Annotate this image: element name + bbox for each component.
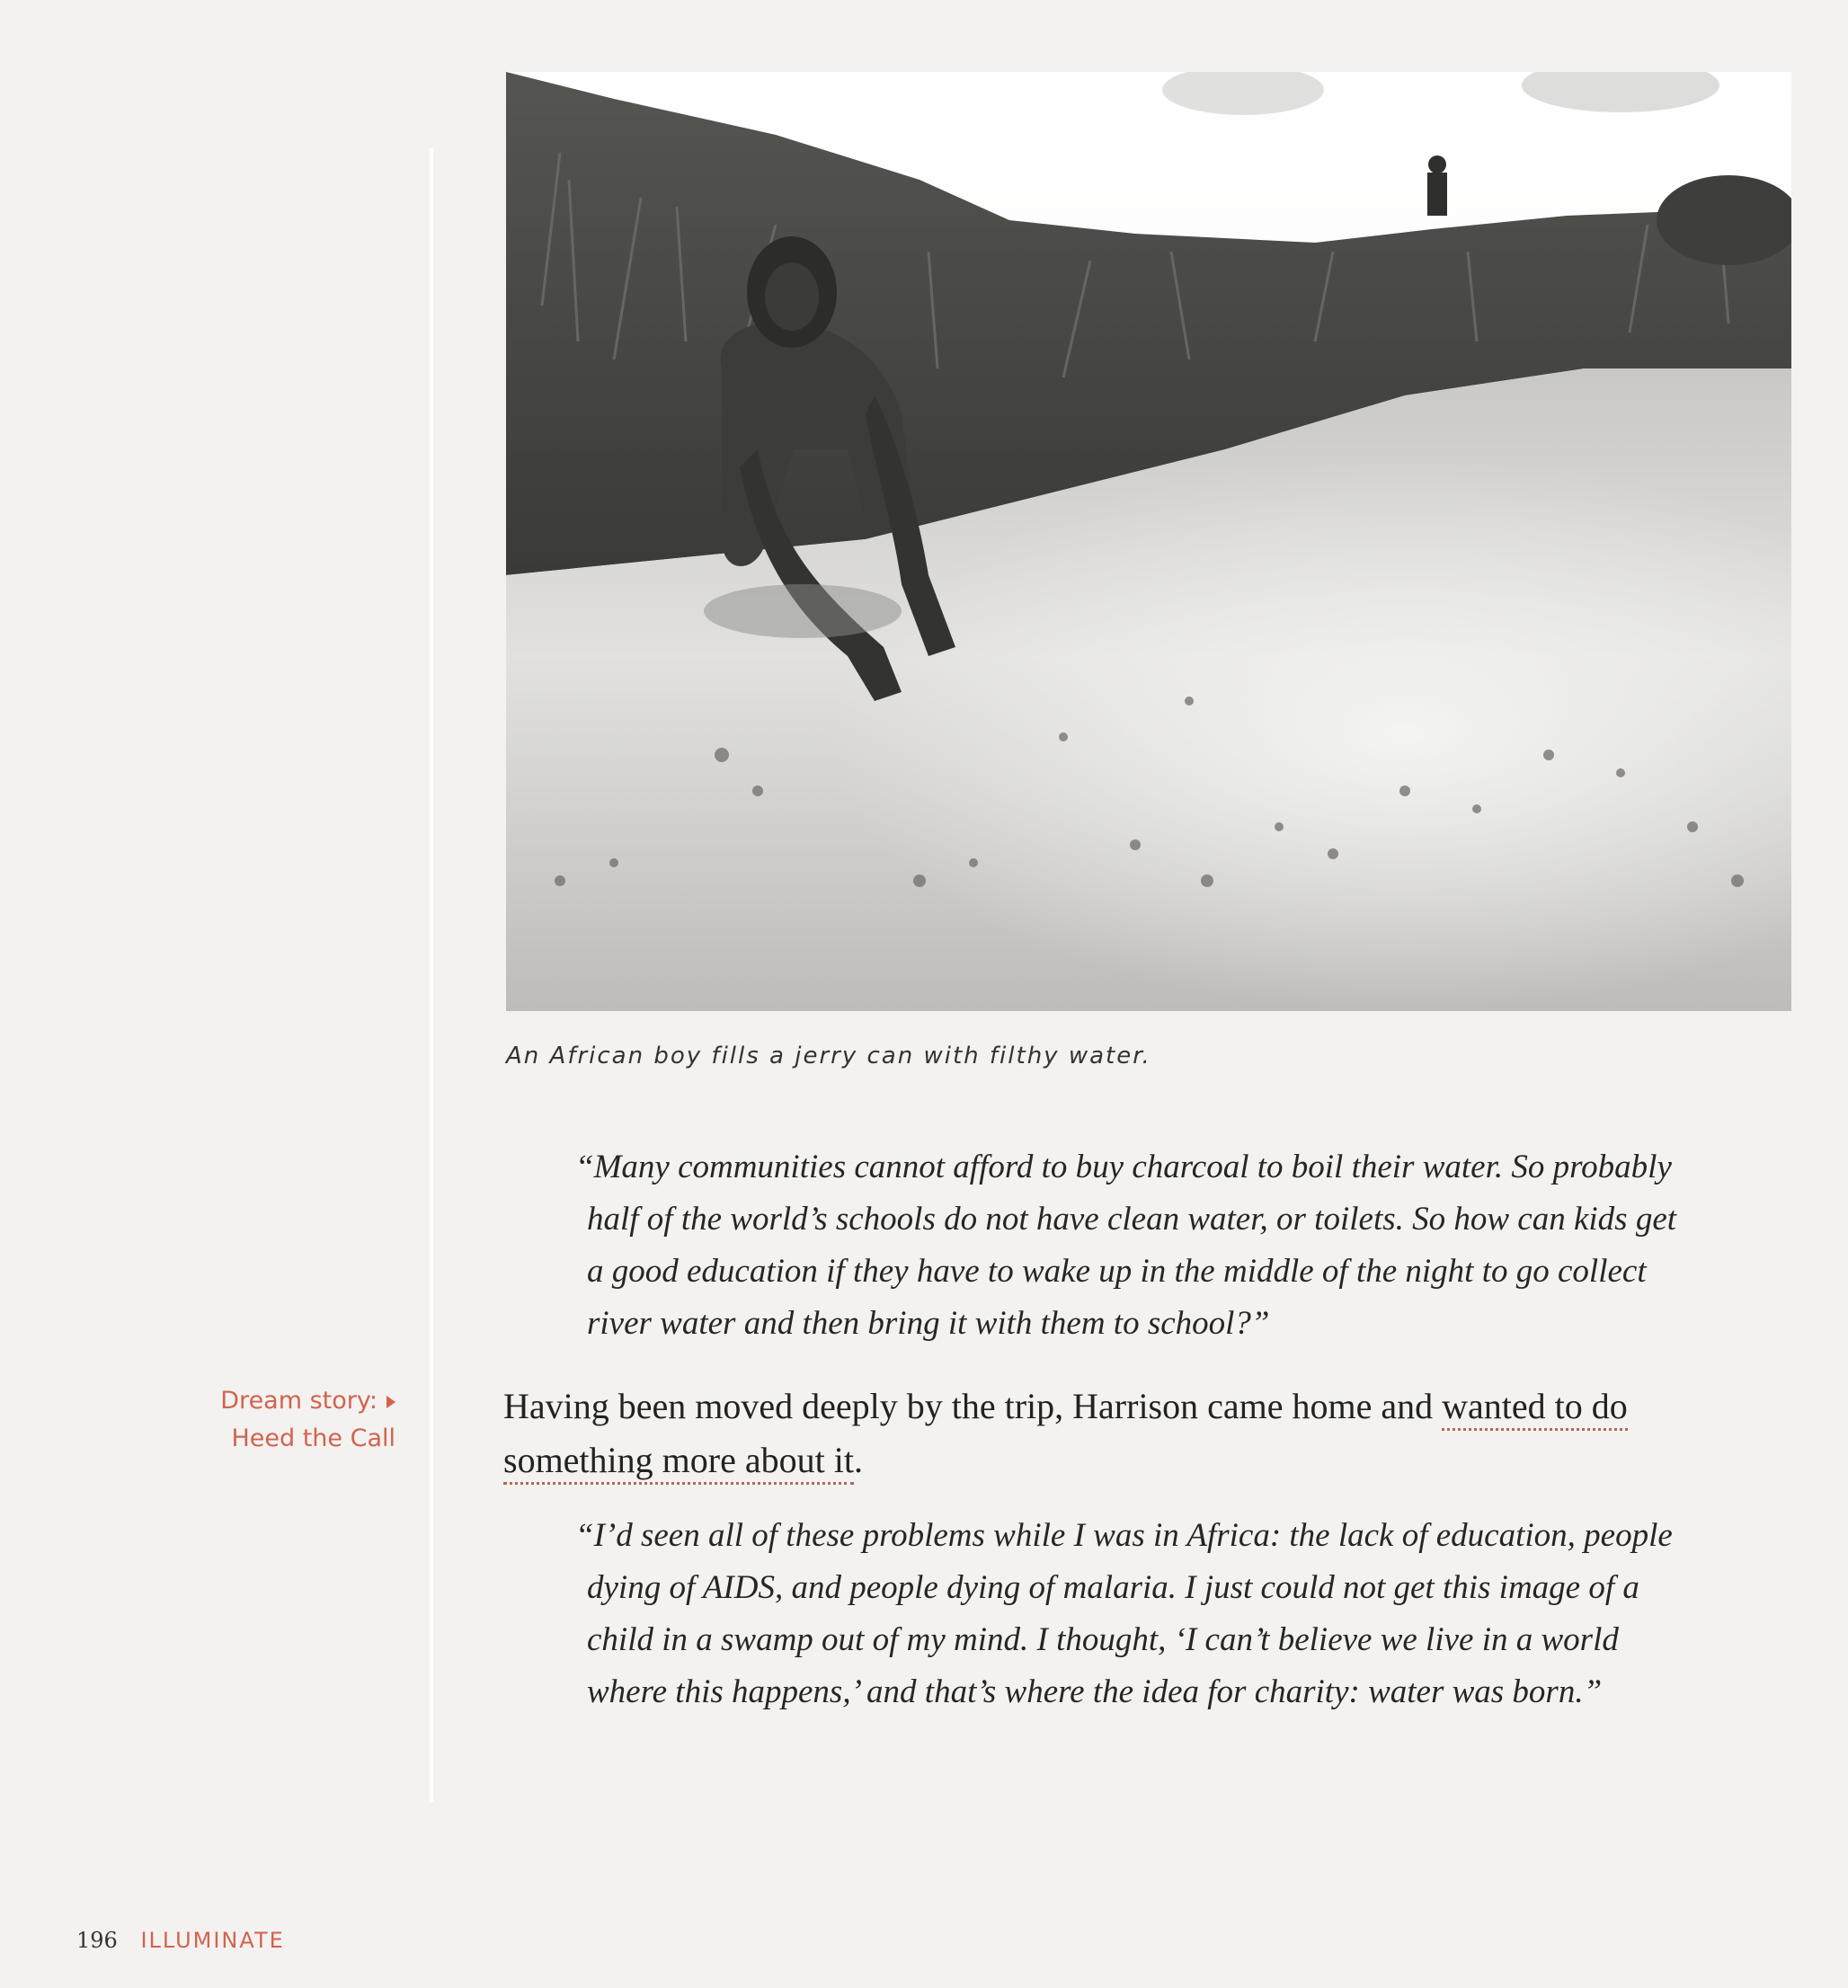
photo-caption: An African boy fills a jerry can with filthy water. <box>506 1043 1151 1069</box>
quote-2-line-4: where this happens,’ and that’s where the idea for charity: water was born.” <box>587 1673 1603 1710</box>
photo-illustration <box>506 72 1791 1011</box>
column-divider <box>430 148 433 1802</box>
linked-phrase-part-1[interactable]: wanted to do <box>1442 1386 1628 1431</box>
paragraph-line-1 <box>503 1380 1628 1433</box>
linked-phrase-part-2[interactable]: something more about it <box>503 1440 854 1485</box>
quote-2-line-2: dying of AIDS, and people dying of malaria. I just could not get this image of a <box>587 1569 1639 1606</box>
page-footer <box>76 1928 285 1953</box>
photo-boy-in-swamp <box>506 72 1791 1011</box>
book-title: ILLUMINATE <box>140 1928 285 1953</box>
sidenote-line-1 <box>193 1382 395 1420</box>
quote-2-line-3: child in a swamp out of my mind. I thought, ‘I can’t believe we live in a world <box>587 1621 1619 1658</box>
quote-1-line-2: half of the world’s schools do not have clean water, or toilets. So how can kids get <box>587 1201 1677 1238</box>
quote-1-line-4: river water and then bring it with them to school?” <box>587 1305 1270 1342</box>
quote-block-2 <box>575 1510 1726 1718</box>
paragraph-text-start: Having been moved deeply by the trip, Harrison came home and <box>503 1386 1443 1426</box>
paragraph-text-end: . <box>853 1440 863 1480</box>
triangle-arrow-icon <box>386 1396 395 1408</box>
paragraph-line-2 <box>503 1433 1628 1487</box>
quote-block-1 <box>575 1141 1726 1350</box>
sidenote-label: Dream story: <box>220 1387 378 1415</box>
page-number: 196 <box>76 1928 118 1953</box>
sidenote-title: Heed the Call <box>231 1424 395 1452</box>
dream-story-sidenote[interactable] <box>193 1382 395 1458</box>
body-paragraph <box>503 1380 1628 1487</box>
quote-1-line-1: “Many communities cannot afford to buy charcoal to boil their water. So probably <box>575 1149 1672 1185</box>
quote-2-line-1: “I’d seen all of these problems while I was in Africa: the lack of education, people <box>575 1517 1673 1554</box>
quote-1-line-3: a good education if they have to wake up in the middle of the night to go collect <box>587 1253 1647 1290</box>
